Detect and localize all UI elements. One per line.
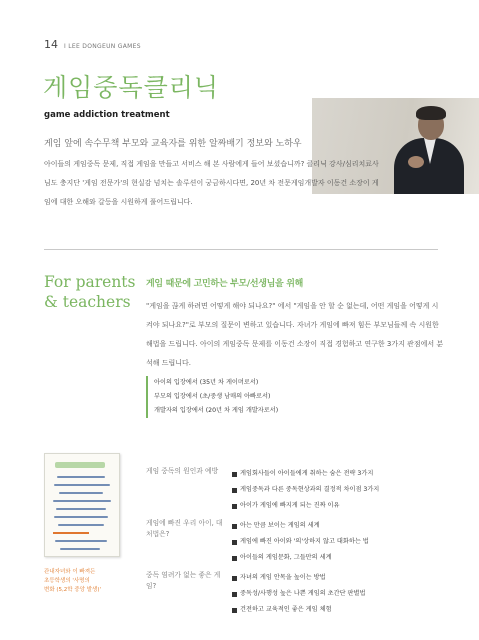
topic-item bbox=[232, 570, 365, 586]
topic-item bbox=[232, 586, 365, 602]
topic-label: 게임에 빠진 우리 아이, 대처법은? bbox=[146, 519, 223, 538]
note-line bbox=[56, 508, 106, 510]
topic-item-text: 건전하고 교육적인 좋은 게임 체험 bbox=[240, 606, 332, 613]
side-title: For parents & teachers bbox=[44, 273, 136, 311]
page-header bbox=[44, 38, 141, 51]
perspective-item: 아이의 입장에서 (35년 차 게이머로서) bbox=[154, 379, 259, 386]
square-bullet-icon bbox=[232, 556, 237, 561]
perspective-list bbox=[146, 376, 278, 418]
note-line bbox=[53, 500, 111, 502]
square-bullet-icon bbox=[232, 576, 237, 581]
intro-lead: 게임 앞에 속수무책 부모와 교육자를 위한 알짜배기 정보와 노하우 bbox=[44, 139, 302, 149]
topic-items bbox=[232, 518, 369, 566]
topic-items bbox=[232, 466, 379, 514]
speaker-hair bbox=[416, 106, 446, 120]
caption-line: 변화 (5,2학 중앙 발생)' bbox=[44, 587, 101, 593]
topic-row bbox=[146, 466, 446, 518]
note-underline bbox=[53, 532, 89, 534]
intro-block bbox=[44, 137, 379, 212]
page-title: 게임중독클리닉 bbox=[43, 73, 220, 102]
square-bullet-icon bbox=[232, 488, 237, 493]
topic-item-text: 게임회사들이 아이들에게 취하는 숨은 전략 3가지 bbox=[240, 470, 374, 477]
note-line bbox=[57, 476, 105, 478]
square-bullet-icon bbox=[232, 504, 237, 509]
topic-item-text: 아이가 게임에 빠지게 되는 진짜 이유 bbox=[240, 502, 340, 509]
speaker-hand bbox=[408, 156, 424, 168]
topic-item bbox=[232, 518, 369, 534]
square-bullet-icon bbox=[232, 608, 237, 613]
square-bullet-icon bbox=[232, 524, 237, 529]
topic-table bbox=[146, 466, 446, 622]
topic-item bbox=[232, 602, 365, 618]
note-line bbox=[59, 492, 103, 494]
page-subtitle: game addiction treatment bbox=[44, 110, 170, 120]
handwritten-note-image bbox=[44, 453, 120, 557]
note-line bbox=[60, 548, 100, 550]
topic-item-text: 아는 만큼 보이는 게임의 세계 bbox=[240, 522, 320, 529]
note-line bbox=[54, 484, 110, 486]
publication-name: I LEE DONGEUN GAMES bbox=[64, 43, 141, 50]
topic-item bbox=[232, 466, 379, 482]
note-line bbox=[54, 516, 108, 518]
caption-line: 초등학생의 '사명의 bbox=[44, 578, 90, 584]
square-bullet-icon bbox=[232, 592, 237, 597]
section-body: "게임을 끊게 하려면 어떻게 해야 되나요?" 에서 "게임을 안 할 순 없는데, 어떤 게임을 어떻게 시켜야 되나요?"로 부모의 질문이 변하고 있습니다. 자녀가 게임에 빠져 힘든 부모님들께 속 시원한 해법을 드립니다. 아이의 게임중독 문제를 이동건 소장이 직접 경험하고 연구한 3가지 관점에서 분석해 드립니다. bbox=[146, 302, 444, 367]
note-line bbox=[58, 524, 104, 526]
section-heading: 게임 때문에 고민하는 부모/선생님을 위해 bbox=[146, 279, 304, 289]
topic-item-text: 게임에 빠진 아이와 '의'상하지 않고 대화하는 법 bbox=[240, 538, 369, 545]
square-bullet-icon bbox=[232, 472, 237, 477]
topic-row bbox=[146, 570, 446, 622]
topic-label: 게임 중독의 원인과 예방 bbox=[146, 467, 219, 475]
topic-item bbox=[232, 534, 369, 550]
topic-item-text: 자녀의 게임 안목을 높이는 방법 bbox=[240, 574, 326, 581]
image-caption bbox=[44, 568, 101, 595]
square-bullet-icon bbox=[232, 540, 237, 545]
perspective-item: 개발자의 입장에서 (20년 차 게임 개발자로서) bbox=[154, 407, 279, 414]
note-highlight bbox=[55, 462, 105, 468]
topic-item bbox=[232, 482, 379, 498]
intro-body: 아이들의 게임중독 문제, 직접 게임을 만들고 서비스 해 본 사람에게 들어 보셨습니까? 클리닉 강사/심리치료사님도 충지단 '게임 전문가'의 현실감 넘치는 솔루션이 궁금하시다면, 20년 차 전문게임개발자 이동건 소장이 게임에 대한 오해와 갈등을 시원하게 풀어드립니다. bbox=[44, 160, 379, 206]
topic-item bbox=[232, 550, 369, 566]
topic-label: 중독 염려가 없는 좋은 게임? bbox=[146, 571, 221, 590]
section-divider bbox=[44, 249, 438, 250]
topic-row bbox=[146, 518, 446, 570]
topic-item-text: 아이들의 게임문화, 그들만의 세계 bbox=[240, 554, 332, 561]
caption-line: 관내자녀와 이 빠져든 bbox=[44, 569, 96, 575]
topic-items bbox=[232, 570, 365, 618]
page-number: 14 bbox=[44, 38, 58, 51]
note-line bbox=[55, 540, 107, 542]
perspective-item: 부모의 입장에서 (초/중생 남매의 아빠로서) bbox=[154, 393, 271, 400]
topic-item-text: 중독성/사행성 높은 나쁜 게임의 초간단 판별법 bbox=[240, 590, 366, 597]
topic-item bbox=[232, 498, 379, 514]
topic-item-text: 게임중독과 다른 중독현상과의 결정적 차이점 3가지 bbox=[240, 486, 380, 493]
